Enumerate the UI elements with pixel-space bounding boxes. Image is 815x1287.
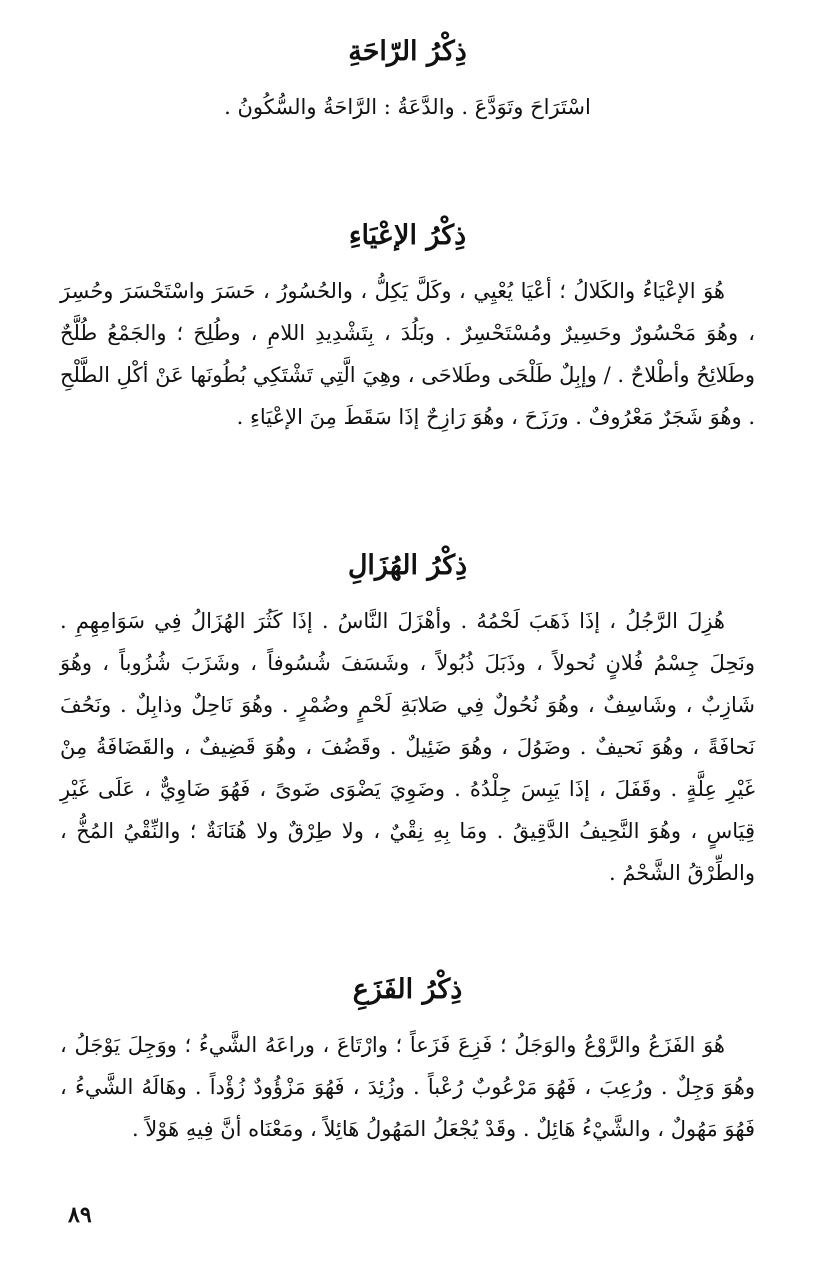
- page-number: ٨٩: [68, 1202, 92, 1228]
- section-title-fear: ذِكْرُ الفَزَعِ: [352, 974, 463, 1005]
- section-fatigue: [60, 214, 755, 438]
- section-rest: [60, 30, 755, 128]
- section-fear: [60, 968, 755, 1150]
- paragraph-rest: اسْتَرَاحَ وتَوَدَّعَ . والدَّعَةُ : الرَّاحَةُ والسُّكُونُ .: [224, 95, 591, 119]
- section-title-rest: ذِكْرُ الرّاحَةِ: [348, 36, 467, 67]
- paragraph-emaciation: هُزِلَ الرَّجُلُ ، إذَا ذَهَبَ لَحْمُهُ . وأهْزَلَ النَّاسُ . إذَا كَثُرَ الهُزَالُ فِي سَوَامِهِمِ . ونَحِلَ جِسْمُ فُلانٍ نُحولاً ، وذَبَلَ ذُبُولاً ، وشَسَفَ شُسُوفاً ، وشَزَبَ شُزُوباً ، وهُوَ شَازِبٌ ، وشَاسِفٌ ، وهُوَ نُحُولٌ فِي صَلابَةِ لَحْمٍ وضُمْرٍ . وهُوَ نَاحِلٌ وذابِلٌ . ونَحُفَ نَحافَةً ، وهُوَ نَحيفٌ . وضَوُلَ ، وهُوَ ضَئِيلٌ . وقَضُفَ ، وهُوَ قَضِيفٌ ، والقَضَافَةُ مِنْ غَيْرِ عِلَّةٍ . وقَفَلَ ، إذَا يَبِسَ جِلْدُهُ . وضَوِيَ يَضْوَى ضَوىً ، فَهُوَ ضَاوِيٌّ ، عَلَى غَيْرِ قِيَاسٍ ، وهُوَ النَّحِيفُ الدَّقِيقُ . ومَا بِهِ نِقْيٌ ، ولا طِرْقٌ ولا هُنَانَةٌ ؛ والنِّقْيُ المُخُّ ، والطِّرْقُ الشَّحْمُ .: [60, 609, 755, 885]
- paragraph-fear: هُوَ الفَزَعُ والرَّوْعُ والوَجَلُ ؛ فَزِعَ فَزَعاً ؛ وارْتَاعَ ، وراعَهُ الشَّيءُ ؛ ووَجِلَ يَوْجَلُ ، وهُوَ وَجِلٌ . ورُعِبَ ، فَهُوَ مَرْعُوبٌ رُعْباً . وزُئِدَ ، فَهُوَ مَزْؤُودٌ زُؤْداً . وهَالَهُ الشَّيءُ ، فَهُوَ مَهُولٌ ، والشَّيْءُ هَائِلٌ . وقَدْ يُجْعَلُ المَهُولُ هَائِلاً ، ومَعْنَاه أنَّ فِيهِ هَوْلاً .: [60, 1033, 755, 1141]
- paragraph-fatigue: هُوَ الإعْيَاءُ والكَلالُ ؛ أعْيَا يُعْيِي ، وكَلَّ يَكِلُّ ، والحُسُورُ ، حَسَرَ واسْتَحْسَرَ وحُسِرَ ، وهُوَ مَحْسُورٌ وحَسِيرٌ ومُسْتَحْسِرٌ . وبَلُدَ ، بِتَشْدِيدِ اللامِ ، وطُلِحَ ؛ والجَمْعُ طُلَّحٌ وطَلائِحُ وأطْلاحٌ . / وإبِلٌ طَلْحَى وطَلاحَى ، وهِيَ الَّتِي تَشْتَكِي بُطُونَها عَنْ أكْلِ الطَّلْحِ . وهُوَ شَجَرٌ مَعْرُوفٌ . ورَزَحَ ، وهُوَ رَازِحٌ إذَا سَقَطَ مِنَ الإعْيَاءِ .: [60, 279, 755, 429]
- section-title-fatigue: ذِكْرُ الإعْيَاءِ: [348, 220, 467, 251]
- section-title-emaciation: ذِكْرُ الهُزَالِ: [347, 550, 468, 581]
- section-emaciation: [60, 544, 755, 894]
- book-page: [60, 18, 755, 1268]
